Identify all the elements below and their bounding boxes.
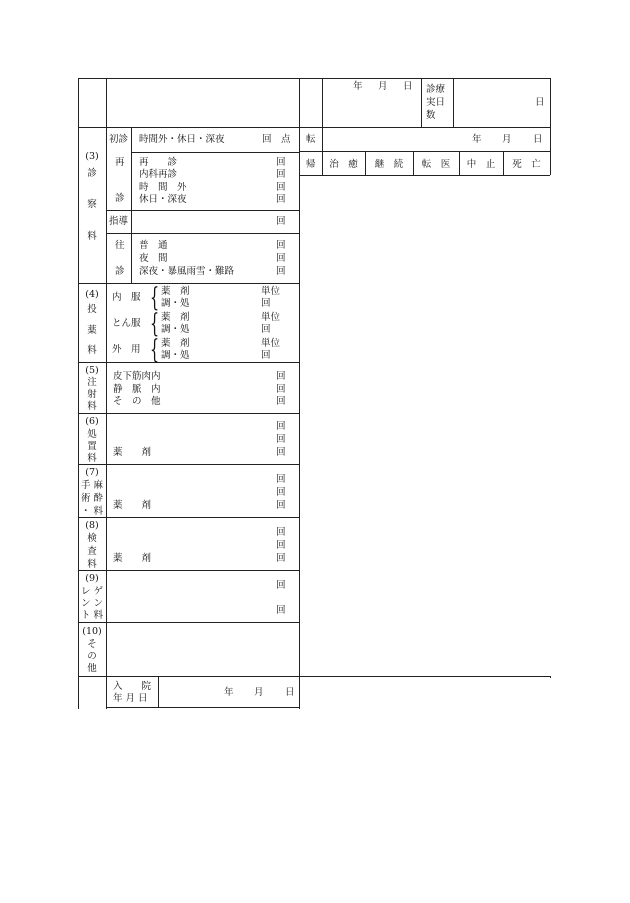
med-row: 薬 剤 [161,312,190,323]
oshin-side-2: 診 [115,266,125,277]
med-row: 調・処 [161,298,190,309]
med-row: 調・処 [161,350,190,361]
outcome-year-label: 年 [472,134,482,145]
med-unit: 回 [261,298,271,309]
unit-label: 回 [276,487,286,498]
saishin-side-2: 診 [115,193,125,204]
unit-label: 回 [276,434,286,445]
unit-label: 回 [276,194,286,205]
unit-label: 回 [276,605,286,616]
med-group-name: とん服 [112,318,141,329]
unit-label: 回 [276,553,286,564]
treatment-days-unit: 日 [535,97,545,108]
outcome-continued[interactable]: 継 続 [374,159,404,170]
injection-item: 静 脈 内 [113,384,161,395]
shoshin-text: 時間外・休日・深夜 [139,134,225,145]
med-unit: 単位 [261,286,281,297]
unit-label: 回 [276,384,286,395]
day-label: 日 [403,81,413,92]
saishin-side-1: 再 [115,157,125,168]
injection-item: 皮下筋肉内 [113,371,161,382]
admission-day-label: 日 [285,687,295,698]
med-unit: 回 [261,324,271,335]
unit-label: 回 [276,157,286,168]
med-unit: 単位 [261,312,281,323]
med-unit: 回 [261,350,271,361]
drug-label: 薬 剤 [113,447,152,458]
year-label: 年 [353,81,363,92]
unit-label: 回 [276,474,286,485]
unit-label: 回 [276,182,286,193]
saishin-item: 内科再診 [139,169,178,180]
drug-label: 薬 剤 [113,553,152,564]
admission-month-label: 月 [254,687,264,698]
med-group-name: 内 服 [112,292,141,303]
oshin-item: 普 通 [139,240,168,251]
unit-label: 回 [276,371,286,382]
admission-year-label: 年 [224,687,234,698]
outcome-day-label: 日 [533,134,543,145]
med-group-name: 外 用 [112,344,141,355]
outcome-cured[interactable]: 治 癒 [329,159,358,170]
unit-label: 回 [276,540,286,551]
unit-label: 回 [276,169,286,180]
shoshin-unit: 回 点 [262,134,291,145]
oshin-item: 夜 間 [139,253,168,264]
admission-label: 入 院 [113,681,152,692]
outcome-month-label: 月 [502,134,512,145]
unit-label: 回 [276,500,286,511]
med-row: 薬 剤 [161,338,190,349]
oshin-side-1: 往 [115,240,125,251]
outcome-deceased[interactable]: 死 亡 [512,159,541,170]
outcome-ten-label: 転 [306,134,316,145]
unit-label: 回 [276,396,286,407]
unit-label: 回 [276,266,286,277]
unit-label: 回 [276,421,286,432]
saishin-item: 休日・深夜 [139,194,187,205]
brace-icon: { [150,335,160,365]
med-row: 調・処 [161,324,190,335]
injection-item: そ の 他 [113,396,161,407]
brace-icon: { [150,309,160,339]
outcome-ki-label: 帰 [306,159,316,170]
outcome-transferred[interactable]: 転 医 [421,159,451,170]
unit-label: 回 [276,527,286,538]
unit-label: 回 [276,580,286,591]
unit-label: 回 [276,216,286,227]
oshin-item: 深夜・暴風雨雪・難路 [139,266,235,277]
unit-label: 回 [276,240,286,251]
unit-label: 回 [276,253,286,264]
brace-icon: { [150,283,160,313]
drug-label: 薬 剤 [113,500,152,511]
month-label: 月 [378,81,388,92]
admission-label: 年 月 日 [113,693,148,704]
saishin-item: 時 間 外 [139,182,187,193]
med-unit: 単位 [261,338,281,349]
shoshin-label: 初診 [109,134,129,145]
saishin-item: 再 診 [139,157,178,168]
unit-label: 回 [276,447,286,458]
outcome-discontinued[interactable]: 中 止 [466,159,496,170]
med-row: 薬 剤 [161,286,190,297]
shido-label: 指導 [109,216,129,227]
